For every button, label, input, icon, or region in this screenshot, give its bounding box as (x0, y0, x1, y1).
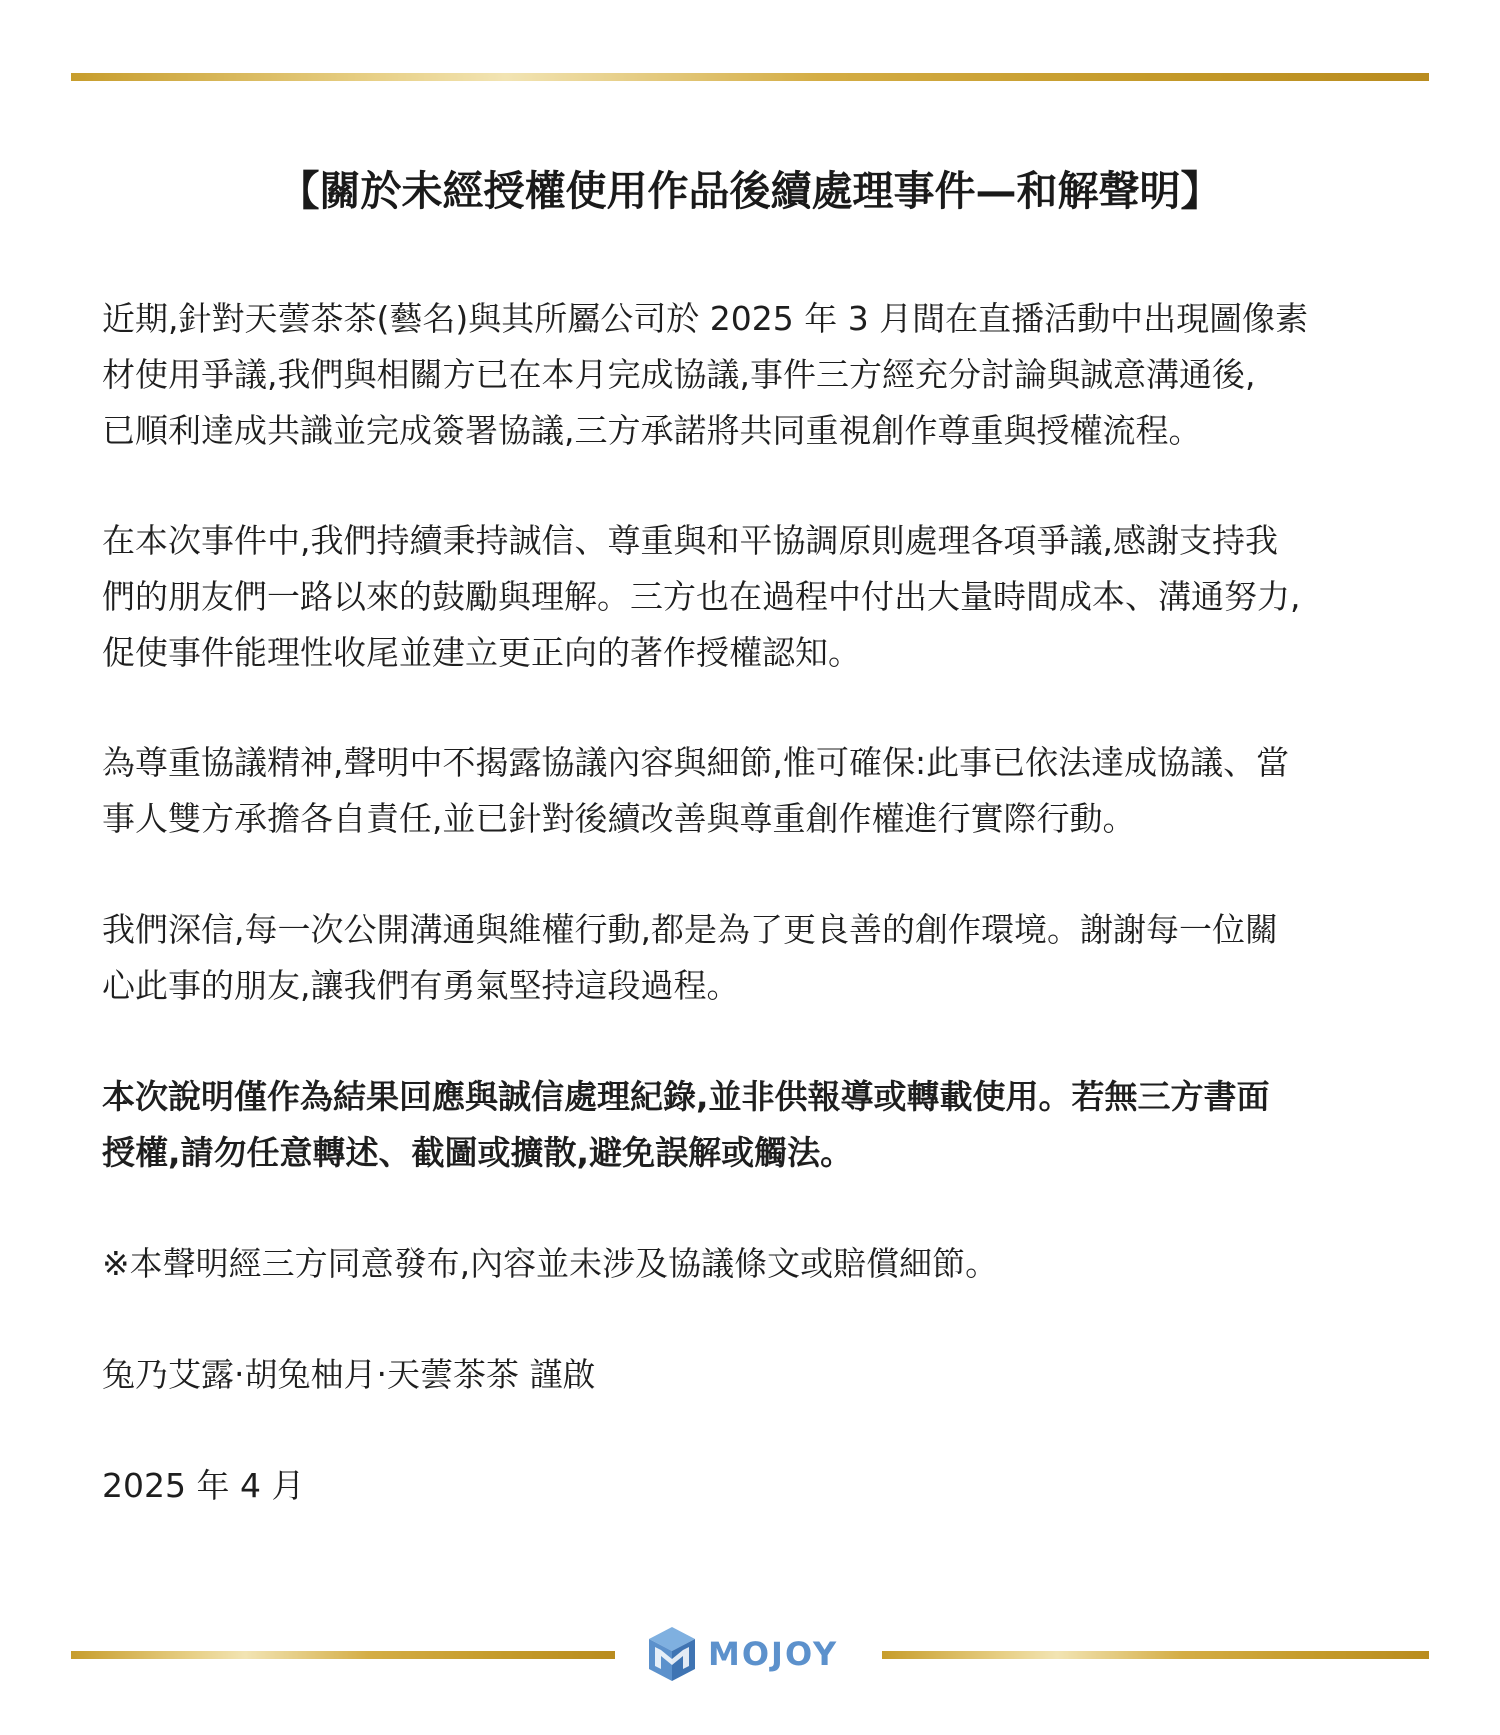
paragraph-background (102, 291, 1308, 459)
paragraph-note (102, 1236, 998, 1292)
paragraph-line: 為尊重協議精神,聲明中不揭露協議內容與細節,惟可確保:此事已依法達成協議、當 (102, 743, 1290, 782)
paragraph-line: 我們深信,每一次公開溝通與維權行動,都是為了更良善的創作環境。謝謝每一位關 (102, 910, 1278, 949)
signature (102, 1347, 595, 1403)
statement-title: 【關於未經授權使用作品後續處理事件—和解聲明】 (278, 167, 1222, 215)
paragraph-confidentiality (102, 735, 1289, 847)
paragraph-line: 事人雙方承擔各自責任,並已針對後續改善與尊重創作權進行實際行動。 (102, 799, 1136, 838)
top-gold-divider (71, 73, 1429, 81)
paragraph-line: 材使用爭議,我們與相關方已在本月完成協議,事件三方經充分討論與誠意溝通後, (102, 355, 1256, 394)
bottom-gold-divider-left (71, 1651, 615, 1659)
paragraph-line: 心此事的朋友,讓我們有勇氣堅持這段過程。 (102, 966, 740, 1005)
statement-date (102, 1458, 304, 1514)
bottom-gold-divider-right (882, 1651, 1429, 1659)
mojoy-cube-logo-icon (646, 1625, 698, 1683)
paragraph-gratitude (102, 513, 1301, 681)
mojoy-logo (646, 1622, 856, 1686)
paragraph-line: 在本次事件中,我們持續秉持誠信、尊重與和平協調原則處理各項爭議,感謝支持我 (102, 521, 1278, 560)
paragraph-usage-notice (102, 1069, 1270, 1181)
paragraph-line: ※本聲明經三方同意發布,內容並未涉及協議條文或賠償細節。 (102, 1244, 999, 1283)
mojoy-logo-text: MOJOY (708, 1635, 839, 1673)
paragraph-line: 近期,針對天蕓茶茶(藝名)與其所屬公司於 2025 年 3 月間在直播活動中出現圖像素 (102, 299, 1309, 338)
paragraph-line: 促使事件能理性收尾並建立更正向的著作授權認知。 (102, 633, 861, 672)
signature-line: 兔乃艾露‧胡兔柚月‧天蕓茶茶 謹啟 (102, 1355, 596, 1394)
paragraph-line: 已順利達成共識並完成簽署協議,三方承諾將共同重視創作尊重與授權流程。 (102, 411, 1202, 450)
paragraph-belief (102, 902, 1278, 1014)
date-line: 2025 年 4 月 (102, 1466, 305, 1505)
paragraph-line: 本次說明僅作為結果回應與誠信處理紀錄,並非供報導或轉載使用。若無三方書面 (102, 1077, 1270, 1116)
paragraph-line: 們的朋友們一路以來的鼓勵與理解。三方也在過程中付出大量時間成本、溝通努力, (102, 577, 1301, 616)
paragraph-line: 授權,請勿任意轉述、截圖或擴散,避免誤解或觸法。 (102, 1133, 854, 1172)
